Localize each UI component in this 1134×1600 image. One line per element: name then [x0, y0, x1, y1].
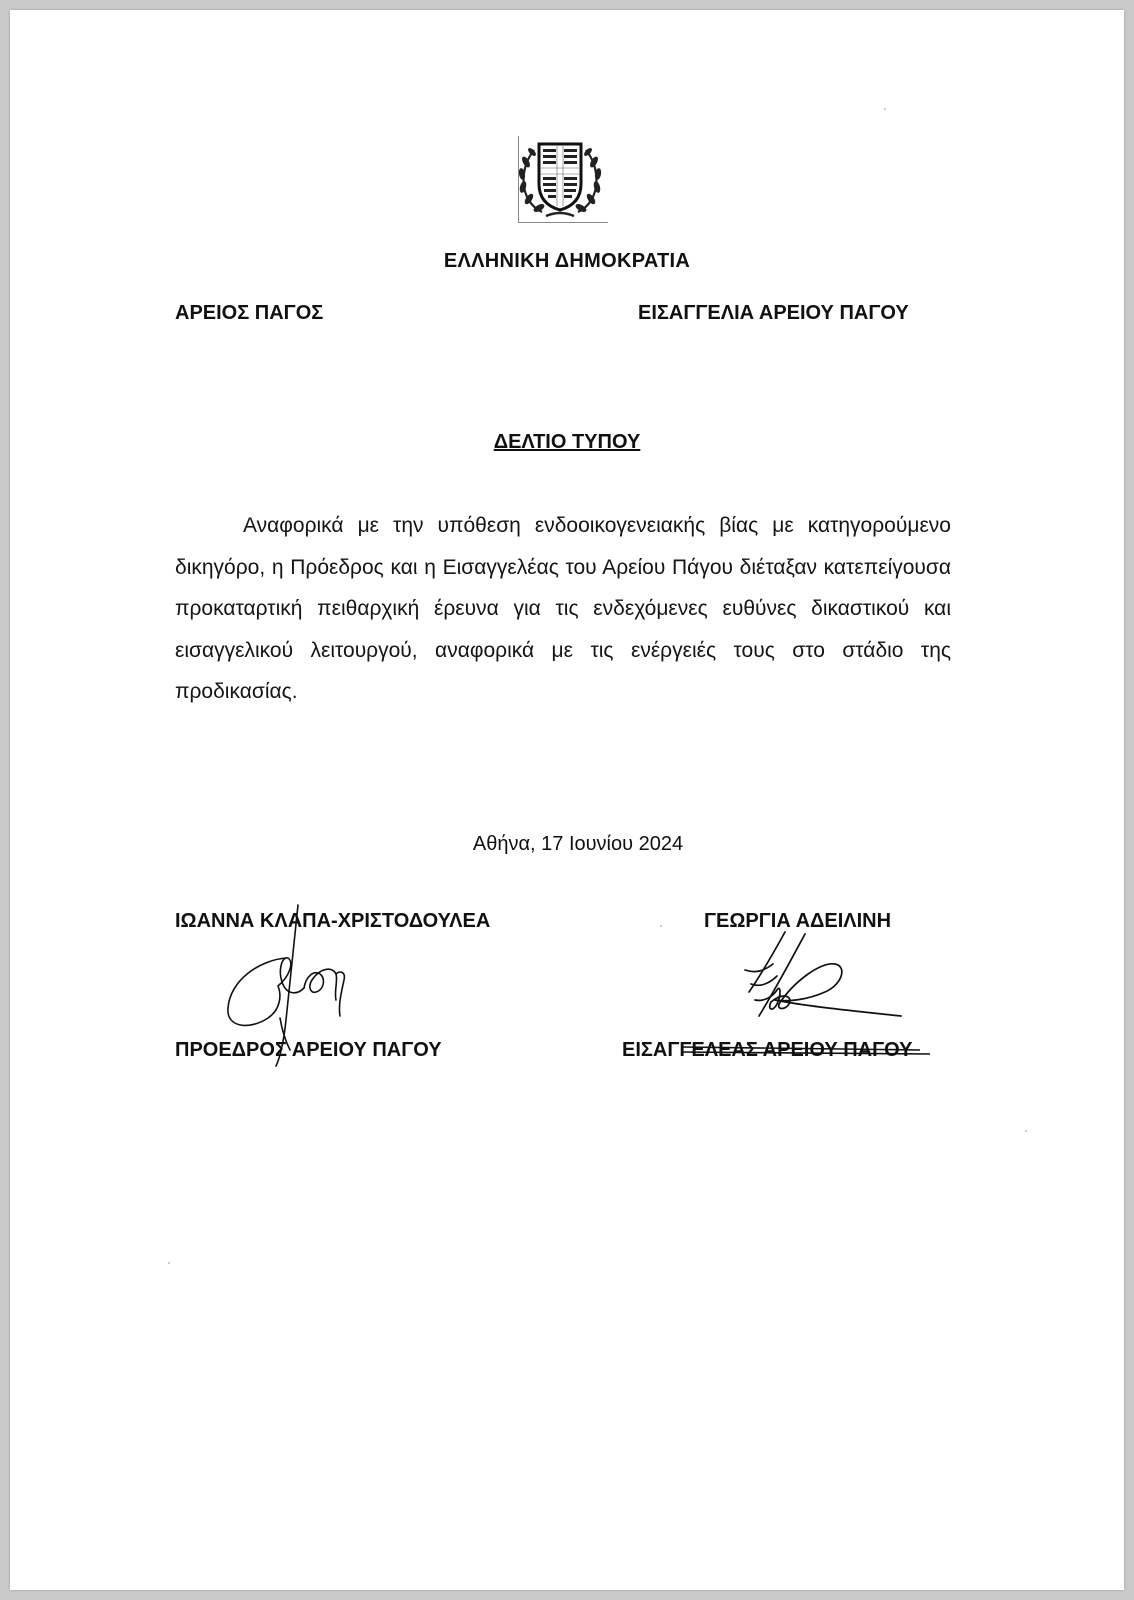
greek-coat-of-arms-icon: [512, 132, 608, 224]
signatory-name-right: ΓΕΩΡΓΙΑ ΑΔΕΙΛΙΝΗ: [704, 910, 892, 932]
body-paragraph: Αναφορικά με την υπόθεση ενδοοικογενειακής βίας με κατηγορούμενο δικηγόρο, η Πρόεδρος και η Εισαγγελέας του Αρείου Πάγου διέταξαν κατεπείγουσα προκαταρτική πειθαρχική έρευνα για τις ενδεχόμενες ευθύνες δικαστικού και εισαγγελικού λειτουργού, αναφορικά με τις ενέργειές τους στο στάδιο της προδικασίας.: [175, 514, 951, 703]
prosecution-heading: ΕΙΣΑΓΓΕΛΙΑ ΑΡΕΙΟΥ ΠΑΓΟΥ: [638, 302, 909, 324]
court-heading: ΑΡΕΙΟΣ ΠΑΓΟΣ: [175, 302, 324, 324]
scan-speck: [660, 925, 662, 927]
scan-speck: [1025, 1130, 1027, 1132]
signature-left: [220, 900, 370, 1070]
document-title: ΔΕΛΤΙΟ ΤΥΠΟΥ: [493, 431, 641, 453]
republic-heading: ΕΛΛΗΝΙΚΗ ΔΗΜΟΚΡΑΤΙΑ: [443, 250, 691, 272]
signature-right: [735, 930, 905, 1040]
document-page: [10, 10, 1124, 1590]
date-line: Αθήνα, 17 Ιουνίου 2024: [472, 833, 684, 855]
signatory-name-left: ΙΩΑΝΝΑ ΚΛΑΠΑ-ΧΡΙΣΤΟΔΟΥΛΕΑ: [175, 910, 491, 932]
signatory-title-left: ΠΡΟΕΔΡΟΣ ΑΡΕΙΟΥ ΠΑΓΟΥ: [175, 1039, 442, 1061]
scan-speck: [884, 108, 886, 110]
scan-speck: [168, 1262, 170, 1264]
signatory-title-right: ΕΙΣΑΓΓΕΛΕΑΣ ΑΡΕΙΟΥ ΠΑΓΟΥ: [622, 1039, 913, 1061]
signature-strike-lines: [680, 1040, 940, 1060]
